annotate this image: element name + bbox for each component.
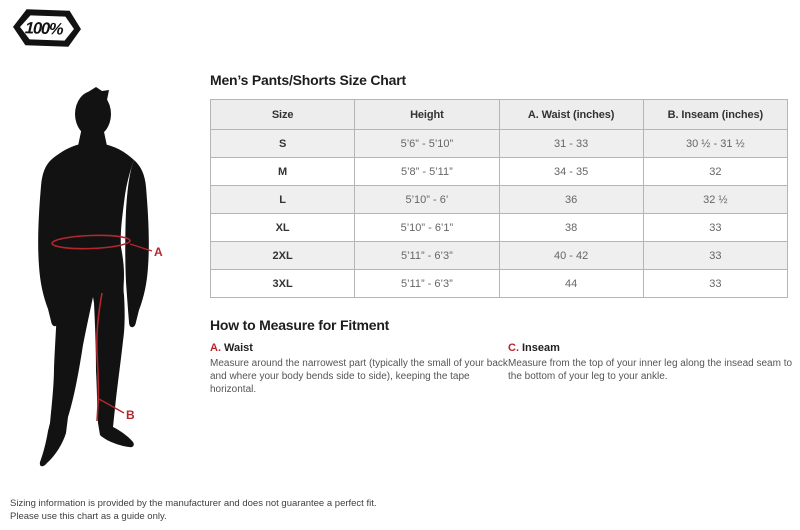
inseam-cell: 30 ½ - 31 ½ (643, 130, 787, 158)
annotation-label-b: B (126, 408, 135, 422)
table-row (211, 214, 788, 242)
table-row (211, 270, 788, 298)
table-row (211, 242, 788, 270)
measure-description: Measure from the top of your inner leg along the insead seam to the bottom of your leg to your ankle. (508, 358, 793, 382)
inseam-cell: 33 (643, 270, 787, 298)
measure-legend (210, 342, 793, 414)
logo-text: 100% (24, 19, 63, 39)
silhouette-svg (30, 83, 200, 483)
measure-item-heading (508, 342, 796, 354)
waist-cell: 31 - 33 (499, 130, 643, 158)
inseam-cell: 32 ½ (643, 186, 787, 214)
measure-item-inseam (508, 342, 796, 383)
brand-logo-100-icon (6, 3, 88, 53)
size-cell: M (211, 158, 355, 186)
waist-cell: 40 - 42 (499, 242, 643, 270)
inseam-cell: 32 (643, 158, 787, 186)
inseam-cell: 33 (643, 242, 787, 270)
size-cell: S (211, 130, 355, 158)
waist-cell: 34 - 35 (499, 158, 643, 186)
measure-label: Waist (224, 342, 253, 354)
disclaimer-line-1: Sizing information is provided by the manufacturer and does not guarantee a perfect fit. (10, 498, 377, 509)
size-cell: 3XL (211, 270, 355, 298)
size-chart-section (210, 72, 793, 414)
height-cell: 5’8” - 5’11” (355, 158, 499, 186)
size-cell: 2XL (211, 242, 355, 270)
table-row (211, 158, 788, 186)
height-cell: 5’10” - 6’1” (355, 214, 499, 242)
disclaimer-line-2: Please use this chart as a guide only. (10, 511, 167, 522)
column-header-height: Height (355, 100, 499, 130)
size-chart-title: Men’s Pants/Shorts Size Chart (210, 72, 406, 88)
measure-label: Inseam (522, 342, 560, 354)
measure-letter: C. (508, 342, 519, 354)
waist-cell: 44 (499, 270, 643, 298)
height-cell: 5’6” - 5’10” (355, 130, 499, 158)
annotation-label-a: A (154, 245, 163, 259)
waist-cell: 38 (499, 214, 643, 242)
height-cell: 5’11” - 6’3” (355, 270, 499, 298)
height-cell: 5’10” - 6’ (355, 186, 499, 214)
size-chart-table (210, 99, 788, 298)
measure-letter: A. (210, 342, 221, 354)
inseam-cell: 33 (643, 214, 787, 242)
measure-section-title: How to Measure for Fitment (210, 317, 390, 333)
size-cell: XL (211, 214, 355, 242)
size-cell: L (211, 186, 355, 214)
silhouette-right-arm (125, 160, 149, 327)
table-header-row (211, 100, 788, 130)
column-header-inseam: B. Inseam (inches) (643, 100, 787, 130)
waist-cell: 36 (499, 186, 643, 214)
measure-item-heading (210, 342, 516, 354)
footer-disclaimer (10, 497, 377, 523)
measure-item-waist (210, 342, 516, 396)
height-cell: 5’11” - 6’3” (355, 242, 499, 270)
body-silhouette-figure (30, 83, 200, 483)
measure-description: Measure around the narrowest part (typically the small of your back and where your body bends side to side), keeping the tape horizontal. (210, 358, 508, 395)
table-row (211, 130, 788, 158)
table-row (211, 186, 788, 214)
column-header-waist: A. Waist (inches) (499, 100, 643, 130)
column-header-size: Size (211, 100, 355, 130)
